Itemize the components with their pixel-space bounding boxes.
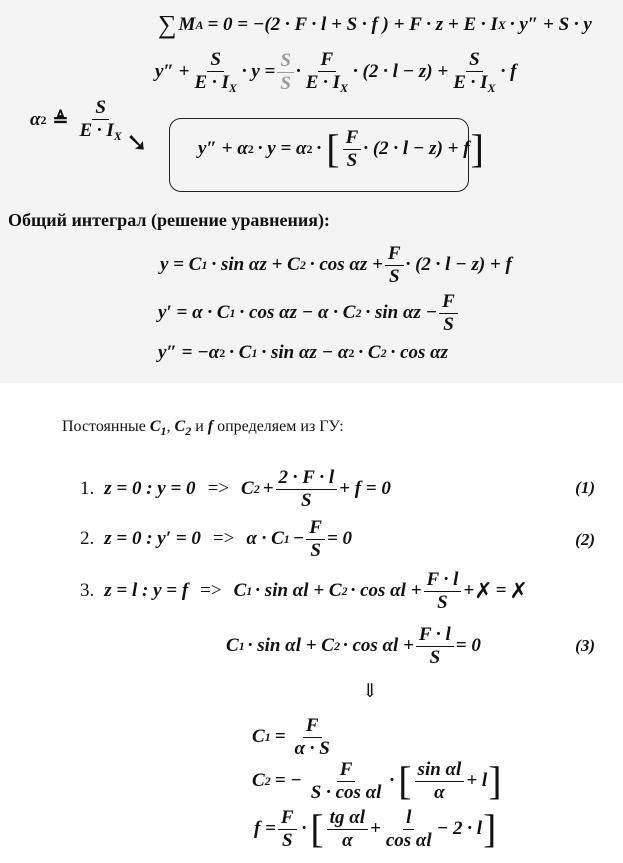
lead: f = bbox=[254, 818, 276, 840]
sub: 2 bbox=[253, 481, 260, 496]
power: 2 bbox=[219, 345, 226, 360]
p2: · cos αl + bbox=[350, 580, 422, 602]
numerator: S bbox=[277, 51, 294, 73]
differential-equation bbox=[155, 50, 516, 95]
right-bracket: ] bbox=[483, 806, 497, 852]
alpha-definition bbox=[30, 98, 127, 143]
sub: 1 bbox=[160, 424, 167, 438]
numerator: F bbox=[318, 50, 337, 72]
moment-equation bbox=[158, 10, 592, 40]
d2-p1: · C bbox=[229, 342, 252, 363]
c2: C bbox=[174, 418, 186, 435]
equals: = − bbox=[274, 770, 302, 792]
d2-tail: · cos αz bbox=[390, 342, 449, 363]
and: и bbox=[195, 418, 204, 435]
numerator: F bbox=[439, 292, 458, 314]
power: 2 bbox=[247, 141, 254, 156]
left-bracket: [ bbox=[310, 806, 324, 852]
p1: · sin αl + C bbox=[247, 635, 334, 657]
lead: C bbox=[241, 478, 254, 500]
boundary-condition-3-simplified bbox=[226, 625, 481, 668]
numerator: F bbox=[343, 128, 362, 150]
denominator: S bbox=[443, 313, 454, 335]
numerator: F bbox=[278, 808, 297, 830]
comma: , bbox=[166, 418, 171, 435]
numerator: F bbox=[306, 518, 325, 540]
solution-c1 bbox=[252, 716, 335, 759]
sub: 1 bbox=[201, 257, 208, 272]
boxed-lead: y″ + α bbox=[198, 138, 248, 160]
index: 1. bbox=[80, 478, 95, 500]
moment-subscript: A bbox=[195, 17, 204, 32]
left-bracket: [ bbox=[326, 126, 340, 172]
right-bracket: ] bbox=[488, 758, 502, 804]
numerator: S bbox=[207, 50, 224, 72]
implies: => bbox=[200, 580, 222, 602]
denominator: α bbox=[434, 781, 445, 803]
d1-lead: y′ = α · C bbox=[158, 302, 230, 324]
gen-p1: · sin αz + C bbox=[211, 254, 300, 276]
condition: z = 0 : y = 0 bbox=[104, 478, 196, 500]
gen-p2: · cos αz + bbox=[309, 254, 383, 276]
denominator bbox=[76, 120, 124, 143]
p1: · sin αl + C bbox=[255, 580, 342, 602]
den-sub: X bbox=[487, 80, 496, 95]
fraction bbox=[416, 625, 454, 668]
c1: C bbox=[149, 418, 161, 435]
cross-out-icon: ✗ bbox=[474, 578, 493, 604]
plus: + bbox=[463, 580, 475, 602]
moment-rhs: = 0 = −(2 · F · l + S · f ) + F · z + E · I bbox=[207, 14, 498, 35]
second-derivative bbox=[158, 342, 448, 364]
sub: 2 bbox=[380, 345, 387, 360]
denominator: S bbox=[437, 591, 448, 613]
fraction bbox=[306, 518, 325, 561]
lead: C bbox=[252, 770, 265, 792]
intro-pre: Постоянные bbox=[62, 418, 146, 435]
intro-post: определяем из ГУ: bbox=[217, 418, 344, 435]
sum-symbol: ∑ bbox=[158, 10, 177, 39]
equation-number-3: (3) bbox=[575, 636, 595, 655]
den-text: E · I bbox=[194, 71, 229, 93]
de-lead: y″ + bbox=[155, 61, 190, 83]
fraction bbox=[308, 760, 385, 803]
moment-rhs-subscript: X bbox=[497, 17, 506, 32]
den-text: E · I bbox=[305, 71, 341, 93]
d2-p2: · sin αz − α bbox=[261, 342, 349, 363]
sub: 1 bbox=[238, 638, 245, 653]
moment-symbol: M bbox=[178, 14, 196, 35]
d2-lead: y″ = −α bbox=[158, 342, 220, 363]
d1-p2: · sin αz − bbox=[365, 302, 438, 324]
fraction bbox=[192, 50, 240, 95]
constants-intro bbox=[62, 418, 344, 439]
fraction bbox=[303, 50, 351, 95]
numerator: 2 · F · l bbox=[276, 468, 338, 490]
numerator: F bbox=[385, 244, 404, 266]
gen-tail: · (2 · l − z) + f bbox=[405, 254, 512, 276]
denominator: S bbox=[280, 72, 291, 94]
denominator: S bbox=[310, 539, 321, 561]
boxed-mid: · y = α bbox=[257, 138, 307, 160]
boxed-inner: · (2 · l − z) + f bbox=[363, 138, 470, 160]
den-text: E · I bbox=[453, 71, 488, 93]
numerator: S bbox=[92, 98, 109, 120]
definition-sign: ≜ bbox=[52, 109, 69, 131]
gen-lead: y = C bbox=[160, 254, 202, 276]
fraction bbox=[424, 570, 462, 613]
denominator: S · cos αl bbox=[310, 781, 382, 803]
fraction bbox=[292, 716, 333, 759]
dot: · bbox=[389, 770, 395, 792]
fraction bbox=[343, 128, 362, 171]
dot: · bbox=[301, 818, 307, 840]
sub: 1 bbox=[229, 305, 236, 320]
numerator: F · l bbox=[424, 570, 462, 592]
implies: => bbox=[207, 478, 229, 500]
d1-p1: · cos αz − α · C bbox=[239, 302, 356, 324]
fraction bbox=[450, 50, 498, 95]
implies: => bbox=[212, 528, 235, 550]
lead: C bbox=[226, 635, 239, 657]
implies-down-icon: ⇓ bbox=[362, 681, 378, 702]
equation-number-2: (2) bbox=[575, 530, 595, 549]
den-sub: X bbox=[113, 128, 122, 143]
sub: 1 bbox=[283, 531, 290, 546]
numerator: S bbox=[466, 50, 483, 72]
equals: = bbox=[495, 580, 507, 602]
fraction bbox=[276, 468, 338, 511]
de-mid2: · (2 · l − z) + bbox=[353, 61, 449, 83]
den-sub: X bbox=[340, 80, 349, 95]
sub: 2 bbox=[341, 583, 348, 598]
numerator: F · l bbox=[416, 625, 454, 647]
index: 2. bbox=[80, 528, 95, 550]
denominator: S bbox=[281, 829, 293, 851]
general-integral-heading: Общий интеграл (решение уравнения): bbox=[8, 210, 330, 230]
numerator: F bbox=[303, 716, 322, 738]
alpha-power: 2 bbox=[40, 112, 47, 127]
de-tail: · f bbox=[500, 61, 517, 83]
denominator: α bbox=[342, 829, 353, 851]
denominator bbox=[192, 72, 240, 95]
lead: α · C bbox=[246, 528, 284, 550]
den-text: E · I bbox=[79, 119, 114, 141]
first-derivative bbox=[158, 292, 460, 335]
fraction bbox=[415, 760, 465, 803]
sub: 2 bbox=[355, 305, 362, 320]
alpha-symbol: α bbox=[30, 109, 41, 131]
denominator: S bbox=[346, 149, 358, 171]
denominator: α · S bbox=[294, 737, 330, 759]
power: 2 bbox=[306, 141, 313, 156]
solution-c2 bbox=[252, 760, 503, 803]
cross-out-icon: ✗ bbox=[509, 578, 528, 604]
sub: 2 bbox=[185, 424, 192, 438]
sub: 1 bbox=[251, 345, 258, 360]
p2: · cos αl + bbox=[342, 635, 414, 657]
boundary-condition-2 bbox=[80, 518, 352, 561]
d2-p3: · C bbox=[358, 342, 381, 363]
equals: = bbox=[274, 726, 286, 748]
f: f bbox=[207, 418, 214, 435]
sub: 2 bbox=[333, 638, 340, 653]
sub: 1 bbox=[264, 729, 271, 744]
numerator: tg αl bbox=[327, 808, 368, 830]
denominator: S bbox=[301, 489, 312, 511]
tail: = 0 bbox=[455, 635, 481, 657]
cancelled-fraction bbox=[277, 51, 294, 94]
dot: · bbox=[316, 138, 322, 160]
condition: z = l : y = f bbox=[104, 580, 189, 602]
minus: − bbox=[292, 528, 305, 550]
left-bracket: [ bbox=[398, 758, 412, 804]
tail: + f = 0 bbox=[339, 478, 391, 500]
boundary-condition-1 bbox=[80, 468, 391, 511]
boundary-condition-3 bbox=[80, 570, 528, 613]
general-solution bbox=[160, 244, 512, 287]
denominator: cos αl bbox=[385, 829, 432, 851]
fraction bbox=[385, 244, 404, 287]
plus: + bbox=[370, 818, 381, 840]
fraction bbox=[439, 292, 458, 335]
lead: C bbox=[252, 726, 265, 748]
boxed-equation bbox=[198, 128, 485, 171]
fraction bbox=[76, 98, 124, 143]
lead: C bbox=[233, 580, 247, 602]
numerator: l bbox=[403, 808, 414, 830]
fraction bbox=[383, 808, 435, 851]
equation-number-1: (1) bbox=[575, 478, 595, 497]
plus: + bbox=[262, 478, 274, 500]
right-bracket: ] bbox=[470, 126, 484, 172]
power: 2 bbox=[348, 345, 355, 360]
den-sub: X bbox=[228, 80, 237, 95]
numerator: F bbox=[337, 760, 356, 782]
moment-rhs-tail: · y″ + S · y bbox=[509, 14, 592, 35]
sub: 2 bbox=[264, 773, 271, 788]
sub: 2 bbox=[299, 257, 306, 272]
index: 3. bbox=[80, 580, 95, 602]
denominator: S bbox=[388, 265, 400, 287]
fraction bbox=[278, 808, 297, 851]
denominator: S bbox=[429, 646, 441, 668]
fraction bbox=[327, 808, 368, 851]
numerator: sin αl bbox=[415, 760, 465, 782]
arrow-icon: ➘ bbox=[126, 128, 148, 157]
sub: 1 bbox=[246, 583, 253, 598]
tail: = 0 bbox=[326, 528, 353, 550]
condition: z = 0 : y′ = 0 bbox=[104, 528, 201, 550]
de-mid: · y = bbox=[241, 61, 276, 83]
denominator bbox=[450, 72, 498, 95]
tail: − 2 · l bbox=[436, 818, 482, 840]
tail: + l bbox=[466, 770, 488, 792]
dot: · bbox=[295, 61, 301, 83]
solution-f bbox=[254, 808, 497, 851]
denominator bbox=[303, 72, 351, 95]
